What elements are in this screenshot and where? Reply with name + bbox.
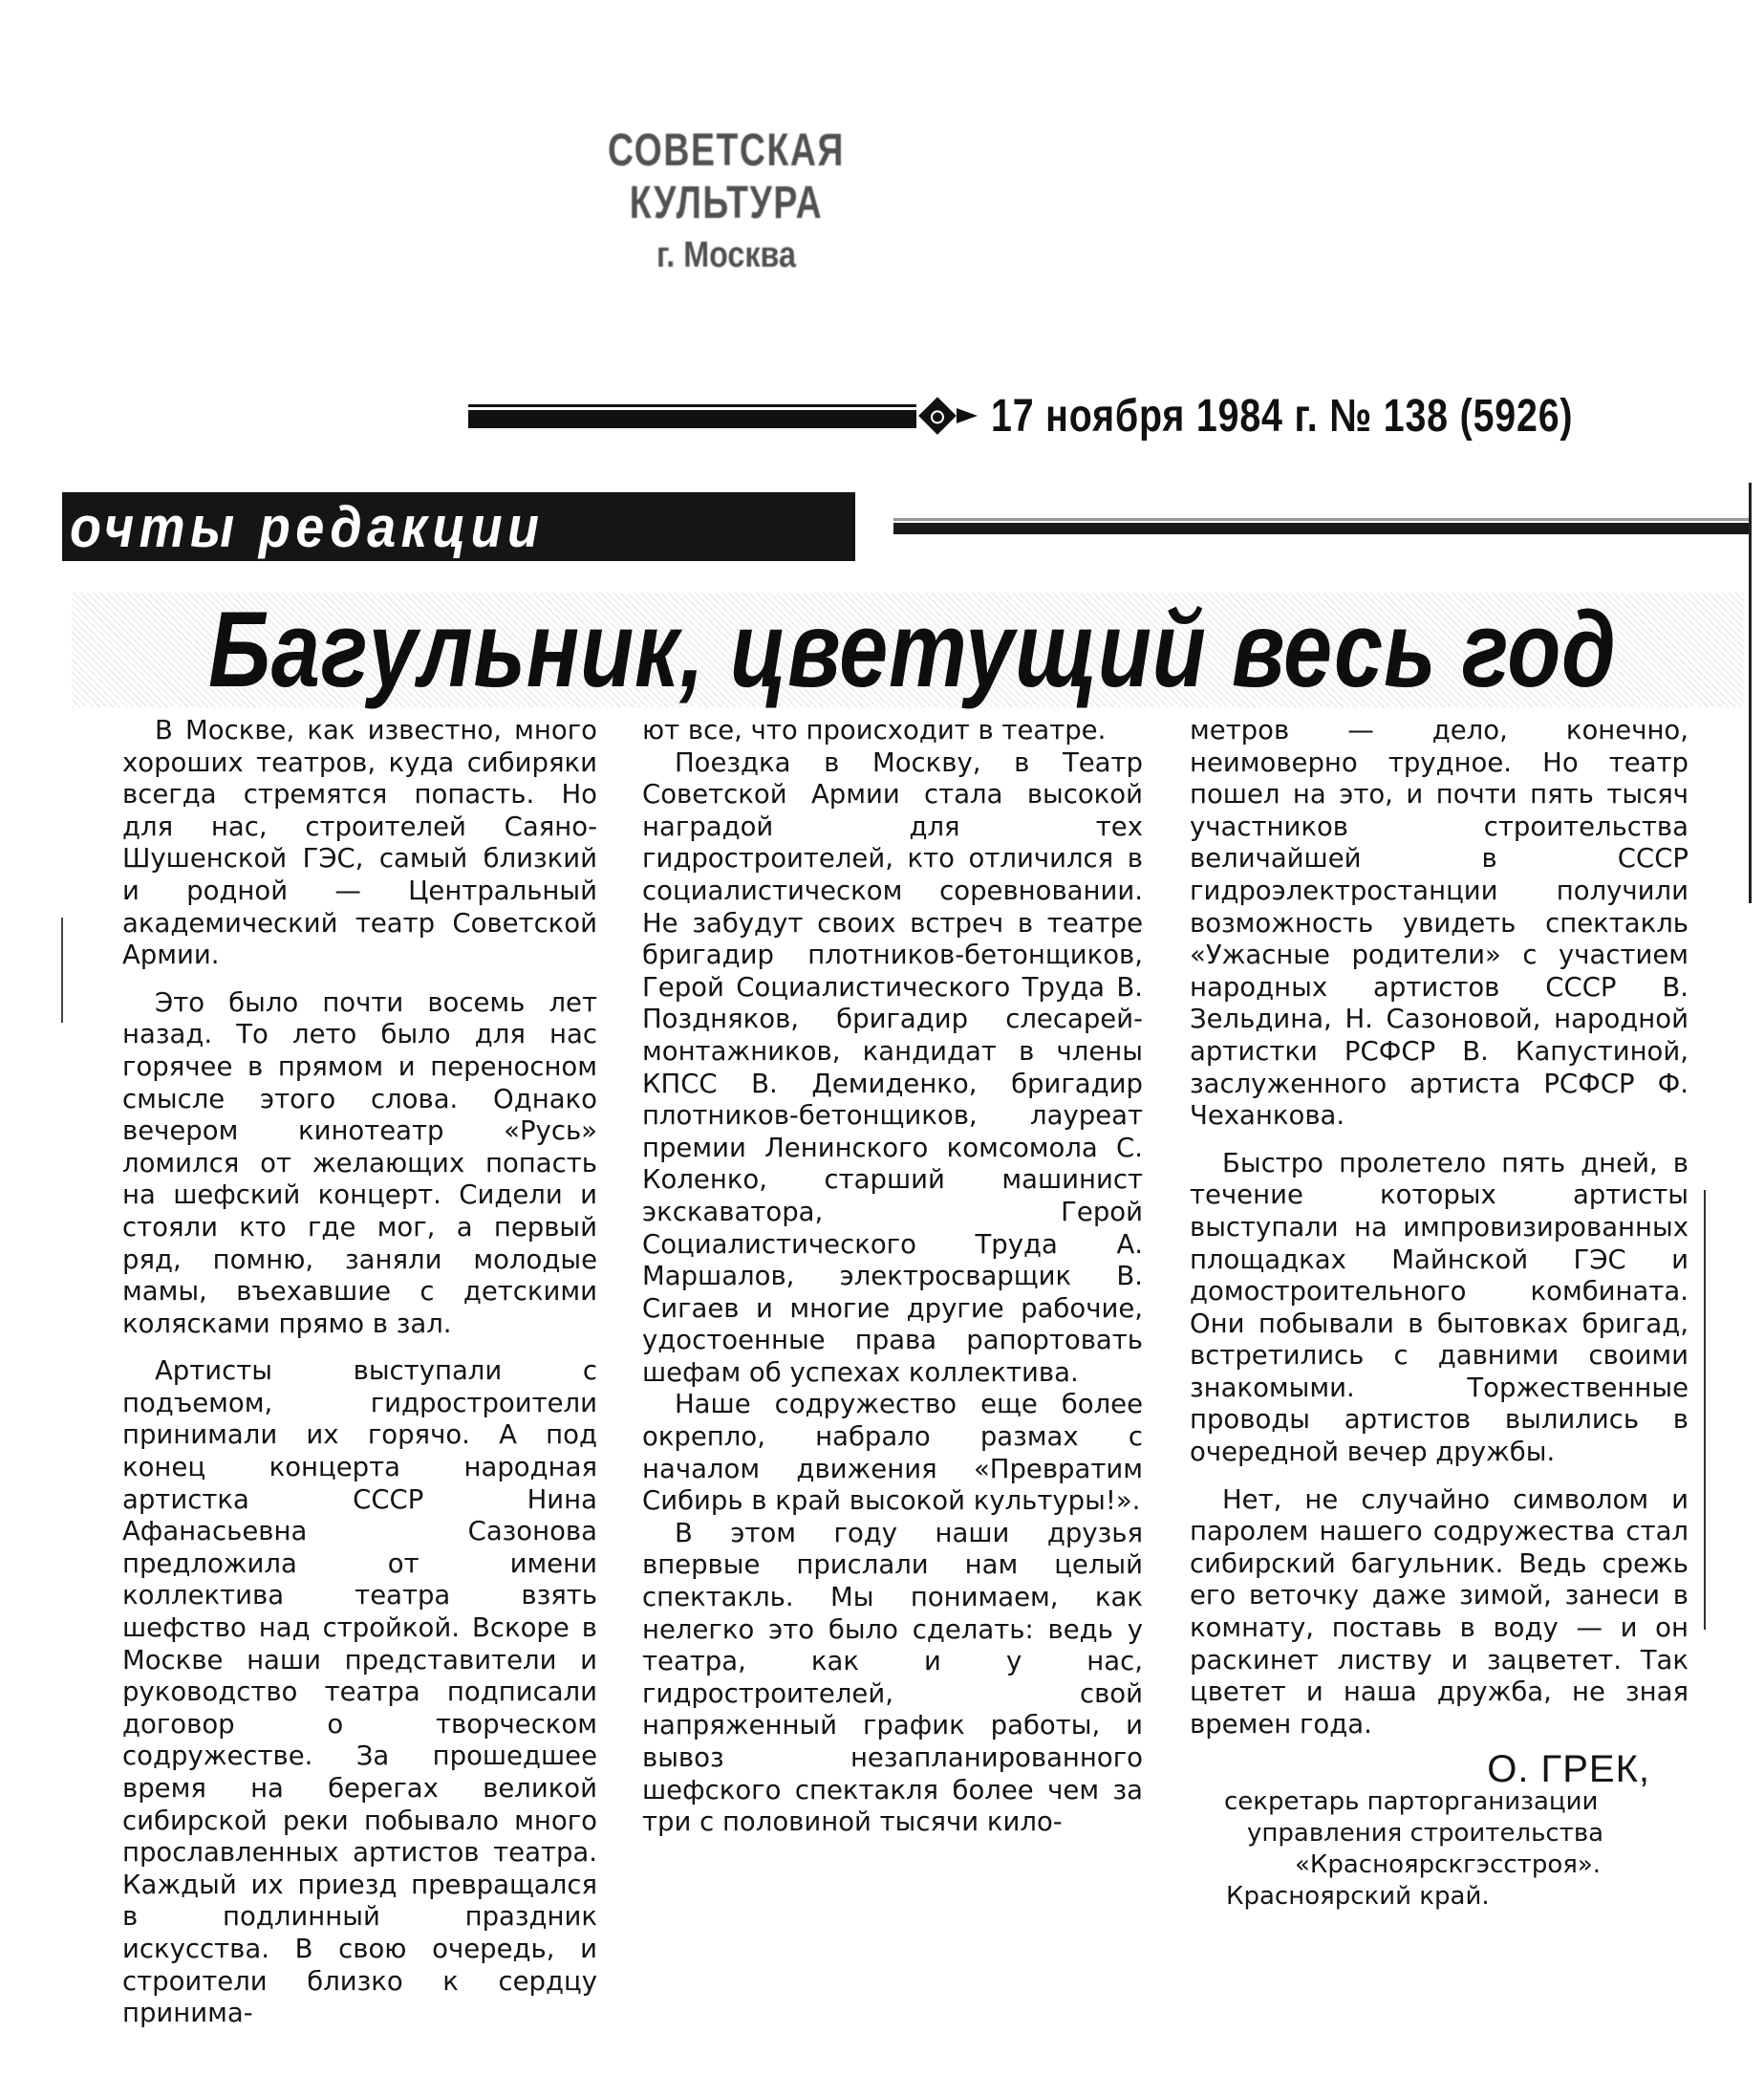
paragraph: В Москве, как известно, много хороших театров, куда сибиряки всегда стремятся попасть. Но для нас, строителей Саяно-Шушенской ГЭС, самый близкий и родной — Центральный академический театр Советской Армии.	[122, 715, 597, 971]
paragraph: Артисты выступали с подъемом, гидростроители принимали их горячо. А под конец концерта народная артистка СССР Нина Афанасьевна Сазонова предложила от имени коллектива театра взять шефство над стройкой. Вскоре в Москве наши представители и руководство театра подписали договор о творческом содружестве. За прошедшее время на берегах великой сибирской реки побывало много прославленных артистов театра. Каждый их приезд превращался в подлинный праздник искусства. В свою очередь, и строители близко к сердцу принима-	[122, 1355, 597, 2029]
paragraph: ют все, что происходит в театре.	[642, 715, 1107, 746]
newspaper-stamp	[459, 124, 994, 276]
newspaper-name: СОВЕТСКАЯ КУЛЬТУРА	[608, 125, 845, 228]
clipping-edge	[61, 918, 63, 1023]
paragraph: Быстро пролетело пять дней, в течение которых артисты выступали на импровизированных площадках Майнской ГЭС и домостроительного комбината. Они побывали в бытовках бригад, встретились с давними своими знакомыми. Торжественные проводы артистов вылились в очередной вечер дружбы.	[1190, 1147, 1689, 1468]
article-column-2	[642, 715, 1143, 1839]
rubric-rule	[893, 521, 1749, 534]
author-position: секретарь парторганизации	[1224, 1787, 1599, 1816]
paragraph: В этом году наши друзья впервые прислали нам целый спектакль. Мы понимаем, как нелегко это было сделать: ведь у театра, как и у нас, гидростроителей, свой напряженный график работы, и вывоз незапланированного шефского спектакля более чем за три с половиной тысячи кило-	[642, 1517, 1143, 1838]
paragraph: Поездка в Москву, в Театр Советской Армии стала высокой наградой для тех гидростроителей, кто отличился в социалистическом соревновании. Не забудут своих встреч в театре бригадир плотников-бетонщиков, Герой Социалистического Труда В. Поздняков, бригадир слесарей-монтажников, кандидат в члены КПСС В. Демиденко, бригадир плотников-бетонщиков, лауреат премии Ленинского комсомола С. Коленко, старший машинист экскаватора, Герой Социалистического Труда А. Маршалов, электросварщик В. Сигаев и многие другие рабочие, удостоенные права рапортовать шефам об успехах коллектива.	[642, 746, 1143, 1388]
section-rubric	[62, 492, 855, 561]
author-organization: «Красноярскгэсстроя».	[1295, 1850, 1602, 1879]
article-column-1	[122, 715, 597, 2030]
paragraph: Это было почти восемь лет назад. То лето было для нас горячее в прямом и переносном смысле этого слова. Однако вечером кинотеатр «Русь» ломился от желающих попасть на шефский концерт. Сидели и стояли кто где мог, а первый ряд, помню, заняли молодые мамы, въехавшие с детскими колясками прямо в зал.	[122, 986, 597, 1339]
issue-date: 17 ноября 1984 г. № 138 (5926)	[990, 390, 1574, 442]
ornament-diamond-icon	[918, 397, 957, 435]
author-name: О. ГРЕК,	[1487, 1748, 1650, 1791]
article-column-3	[1190, 715, 1689, 1913]
paragraph: метров — дело, конечно, неимоверно трудное. Но театр пошел на это, и почти пять тысяч участников строительства величайшей в СССР гидроэлектростанции получили возможность увидеть спектакль «Ужасные родители» с участием народных артистов СССР В. Зельдина, Н. Сазоновой, народной артистки РСФСР В. Капустиной, заслуженного артиста РСФСР Ф. Чеханкова.	[1190, 715, 1689, 1132]
dateline-rule	[468, 407, 916, 425]
dateline	[468, 387, 1701, 444]
arrow-right-icon	[957, 408, 978, 423]
paragraph: Наше содружество еще более окрепло, набрало размах с началом движения «Превратим Сибирь в край высокой культуры!».	[642, 1389, 1143, 1517]
clipping-edge	[1704, 1190, 1706, 1630]
article-headline: Багульник, цветущий весь год	[208, 590, 1617, 709]
author-position: управления строительства	[1247, 1819, 1604, 1848]
paragraph: Нет, не случайно символом и паролем нашего содружества стал сибирский багульник. Ведь срежь его веточку даже зимой, занеси в комнату, поставь в воду — и он раскинет листву и зацветет. Так цветет и наша дружба, не зная времен года.	[1190, 1483, 1689, 1740]
section-rubric-label: очты редакции	[70, 494, 545, 559]
newspaper-city: г. Москва	[656, 235, 796, 275]
author-region: Красноярский край.	[1226, 1882, 1490, 1911]
clipping-edge	[1749, 483, 1752, 903]
